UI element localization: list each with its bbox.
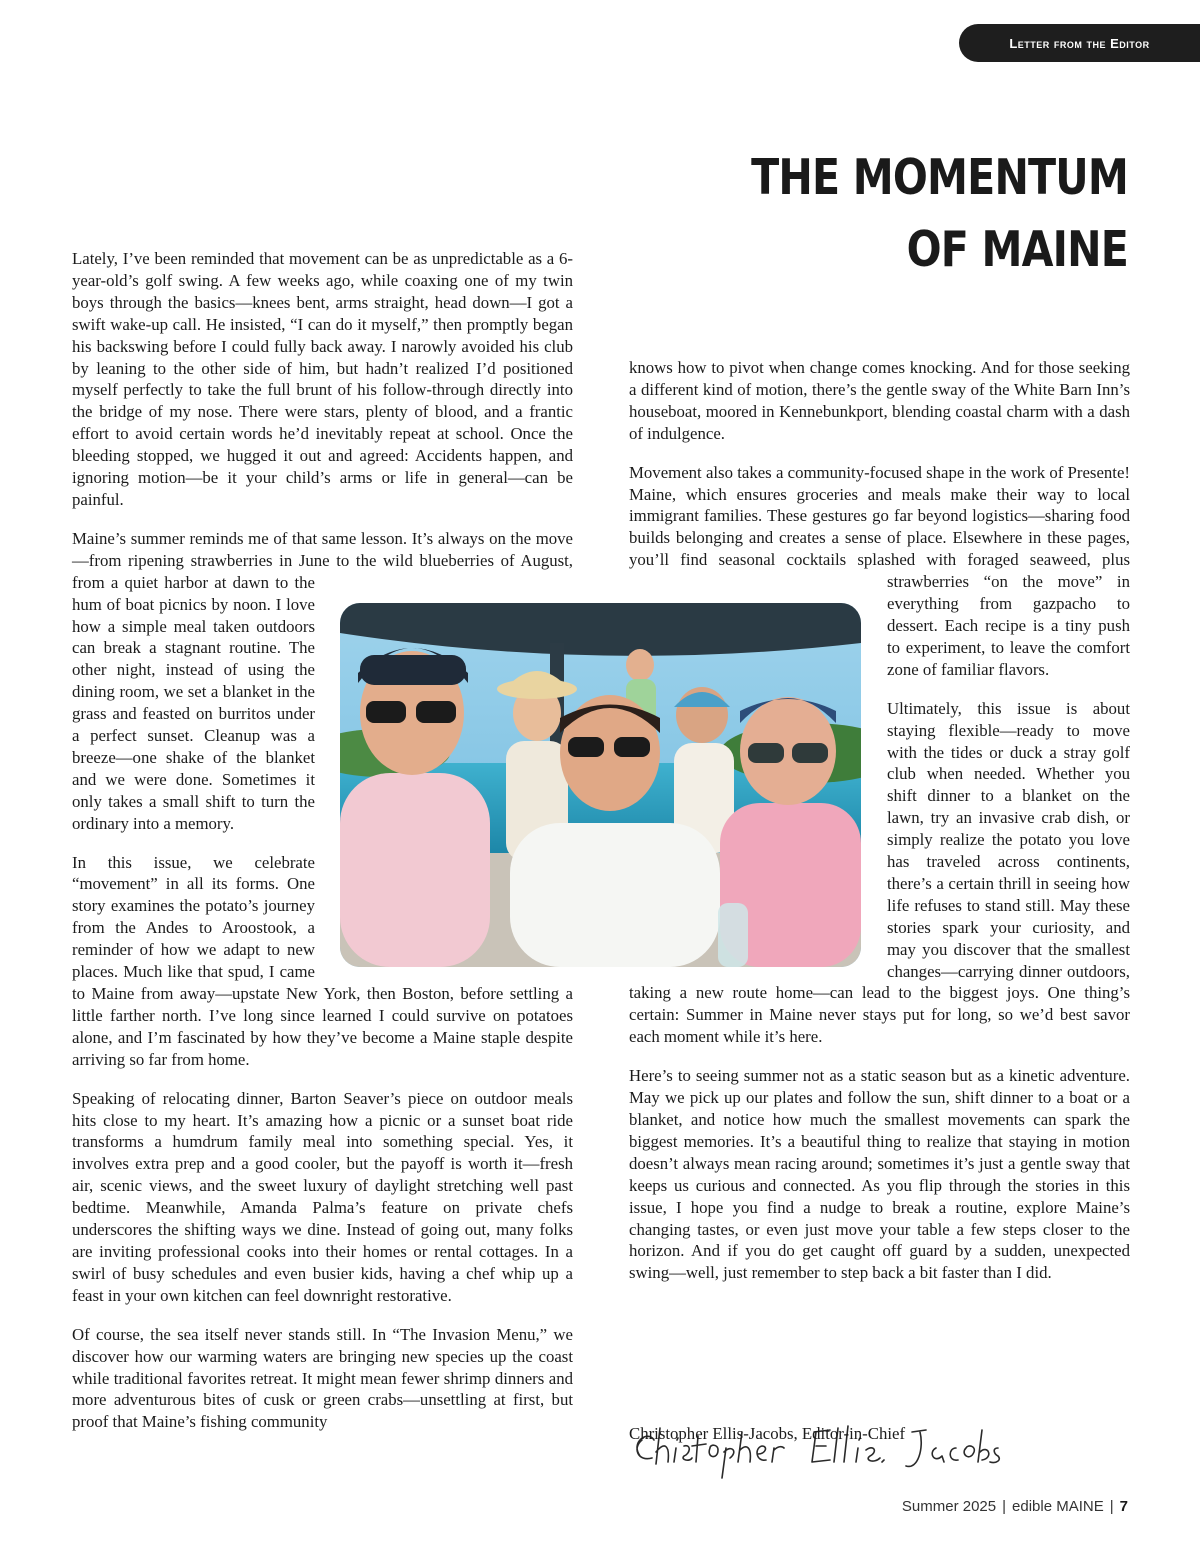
page-folio: Summer 2025 | edible MAINE | 7	[901, 1498, 1128, 1515]
section-label-tab	[959, 24, 1200, 62]
paragraph: Speaking of relocating dinner, Barton Seaver’s piece on outdoor meals hits close to my heart. It’s amazing how a picnic or a sunset boat ride transforms a humdrum family meal into something special. Yes, it involves extra prep and a good cooler, but the payoff is worth it—fresh air, scenic views, and the sweet luxury of daylight stretching well past bedtime. Meanwhile, Amanda Palma’s feature on private chefs underscores the shifting ways we dine. Instead of going out, many folks are inviting professional cooks into their homes or rental cottages. In a swirl of busy schedules and even busier kids, having a chef whip up a feast in your own kitchen can feel downright restorative.	[72, 1088, 573, 1305]
page-number: 7	[1119, 1498, 1128, 1515]
paragraph: In this issue, we celebrate “movement” in all its forms. One story examines the potato’s journey from the Andes to Aroostook, a reminder of how we adapt to new places. Much like that spud, I came to Maine from away—upstate New York, then Boston, before settling a little farther north. I’ve long since learned I could survive on potatoes alone, and I’m fascinated by how they’ve become a Maine staple despite arriving so far from home.	[72, 852, 573, 1069]
paragraph: Here’s to seeing summer not as a static season but as a kinetic adventure. May we pick up our plates and follow the sun, shift dinner to a boat or a blanket, and notice how much the smallest movements can spark the biggest memories. It’s a beautiful thing to realize that staying in motion doesn’t always mean racing around; sometimes it’s just a gentle sway that keeps us curious and connected. As you flip through the stories in this issue, I hope you find a nudge to break a routine, explore Maine’s changing tastes, or even just move your table a few steps closer to the horizon. And if you do get caught off guard by a sudden, unexpected swing—well, just remember to step back a bit faster than I did.	[629, 1066, 1130, 1283]
paragraph: Lately, I’ve been reminded that movement can be as unpredictable as a 6-year-old’s golf swing. A few weeks ago, while coaxing one of my twin boys through the basics—knees bent, arms straight, head down—I got a swift wake-up call. He insisted, “I can do it myself,” then promptly began his backswing before I could fully back away. I narowly avoided his club by leaning to the other side of him, but hadn’t realized I’d positioned myself perfectly to take the full brunt of his follow-through directly into the bridge of my nose. There were stars, plenty of blood, and a frantic effort to avoid certain words he’d inevitably repeat at school. Once the bleeding stopped, we hugged it out and agreed: Accidents happen, and ignoring motion—be it your child’s arms or life in general—can be painful.	[72, 249, 573, 509]
editor-name-title: Christopher Ellis-Jacobs, Editor-in-Chief	[629, 1424, 906, 1443]
paragraph: Movement also takes a community-focused shape in the work of Presente! Maine, which ensures groceries and meals make their way to local immigrant families. These gestures go far beyond logistics—sharing food builds belonging and creates a sense of place. Elsewhere in these pages, you’ll find seasonal cocktails splashed with foraged seaweed, plus strawberries “on the move” in everything from gazpacho to dessert. Each recipe is a tiny push to experiment, to leave the comfort zone of familiar flavors.	[629, 462, 1130, 679]
group-boat-photo	[340, 603, 861, 967]
issue-season: Summer 2025	[901, 1498, 997, 1515]
paragraph: Maine’s summer reminds me of that same lesson. It’s always on the move—from ripening strawberries in June to the wild blueberries of August, from a quiet harbor at dawn to the hum of boat picnics by noon. I love how a simple meal taken outdoors can break a stagnant routine. The other night, instead of using the dining room, we set a blanket in the grass and feasted on burritos under a perfect sunset. Cleanup was a breeze—one shake of the blanket and we were done. Sometimes it only takes a small shift to turn the ordinary into a memory.	[72, 528, 573, 833]
publication-name: edible MAINE	[1012, 1498, 1104, 1515]
headline-line-2: OF MAINE	[906, 221, 1128, 278]
paragraph: Ultimately, this issue is about staying flexible—ready to move with the tides or duck a stray golf club when needed. Whether you shift dinner to a blanket on the lawn, try an invasive crab dish, or simply realize the potato you love has traveled across continents, there’s a certain thrill in seeing how life refuses to stand still. May these stories spark your curiosity, and may you discover that the smallest changes—carrying dinner outdoors, taking a new route home—can lead to the biggest joys. One thing’s certain: Summer in Maine never stays put for long, so we’d best savor each moment while it’s here.	[629, 698, 1130, 1047]
headline-line-1: THE MOMENTUM	[751, 149, 1128, 206]
article-headline	[691, 142, 1128, 286]
paragraph: knows how to pivot when change comes knocking. And for those seeking a different kind of motion, there’s the gentle sway of the White Barn Inn’s houseboat, moored in Kennebunkport, blending coastal charm with a dash of indulgence.	[629, 358, 1130, 443]
section-label: Letter from the Editor	[1009, 35, 1150, 51]
photo-illustration	[340, 603, 861, 967]
paragraph: Of course, the sea itself never stands still. In “The Invasion Menu,” we discover how our warming waters are bringing new species up the coast while traditional favorites retreat. It might mean fewer shrimp dinners and more adventurous bites of cusk or green crabs—unsettling at first, but proof that Maine’s fishing community	[72, 1324, 573, 1432]
